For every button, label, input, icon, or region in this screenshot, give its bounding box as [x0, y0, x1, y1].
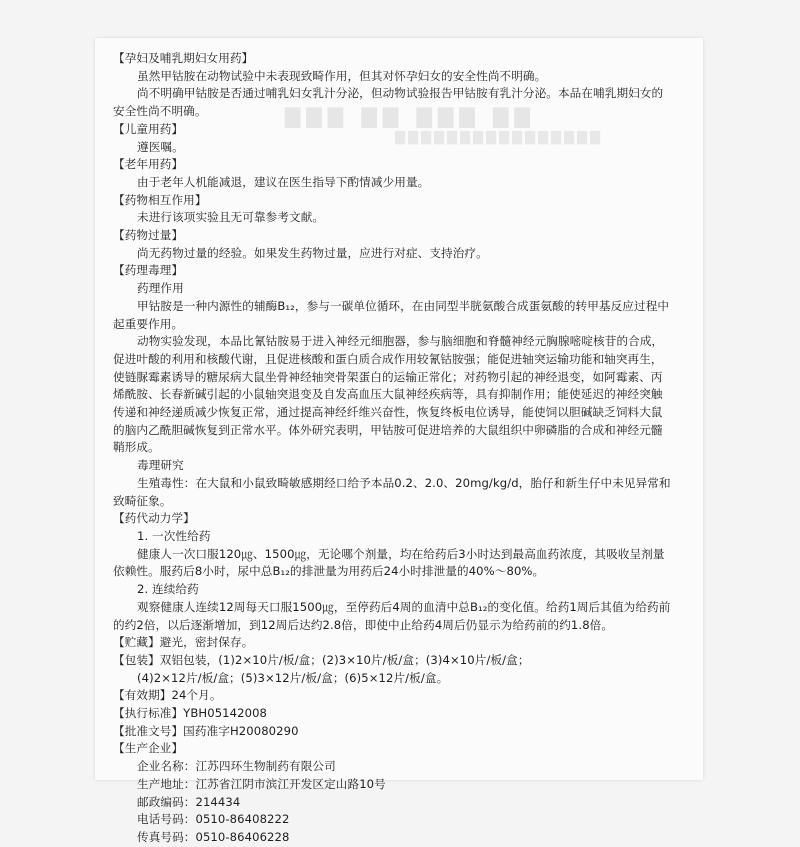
company-label: 企业名称：	[137, 759, 196, 774]
single-dose-subheading: 1. 一次性给药	[137, 528, 211, 543]
company-value: 江苏四环生物制药有限公司	[195, 759, 336, 774]
pregnancy-heading: 【孕妇及哺乳期妇女用药】	[113, 51, 254, 65]
pharmacology-subheading: 药理作用	[137, 281, 184, 296]
approval-text: 国药准字H20080290	[183, 723, 299, 738]
packaging-row	[113, 652, 673, 670]
storage-heading: 【贮藏】	[113, 635, 160, 650]
approval-heading: 【批准文号】	[113, 723, 184, 738]
phone-row	[113, 811, 673, 829]
children-text: 遵医嘱。	[137, 139, 184, 154]
phone-label: 电话号码：	[137, 812, 196, 827]
manufacturer-heading: 【生产企业】	[113, 741, 184, 756]
validity-heading: 【有效期】	[113, 688, 172, 703]
continuous-dose-subheading: 2. 连续给药	[137, 582, 199, 597]
pregnancy-text-1: 虽然甲钴胺在动物试验中未表现致畸作用，但其对怀孕妇女的安全性尚不明确。	[137, 68, 547, 83]
interactions-text: 未进行该项实验且无可靠参考文献。	[137, 210, 325, 225]
toxicology-subheading: 毒理研究	[137, 458, 184, 473]
company-row	[113, 758, 673, 776]
phone-value: 0510-86408222	[195, 812, 290, 827]
fax-row	[113, 829, 673, 847]
packaging-text-1: 双铝包装，(1)2×10片/板/盒；(2)3×10片/板/盒；(3)4×10片/板/盒；	[159, 652, 530, 667]
validity-row	[113, 687, 673, 705]
overdose-text: 尚无药物过量的经验。如果发生药物过量，应进行对症、支持治疗。	[137, 245, 488, 260]
address-value: 江苏省江阴市滨江开发区定山路10号	[195, 776, 386, 791]
postal-row	[113, 794, 673, 812]
standard-row	[113, 705, 673, 723]
fax-value: 0510-86406228	[195, 829, 290, 844]
pharmacology-heading: 【药理毒理】	[113, 263, 184, 278]
address-row	[113, 776, 673, 794]
pharmacokinetics-heading: 【药代动力学】	[113, 511, 195, 526]
standard-text: YBH05142008	[183, 706, 268, 721]
postal-label: 邮政编码：	[137, 794, 196, 809]
elderly-heading: 【老年用药】	[113, 157, 184, 172]
pharmacology-text-1: 甲钴胺是一种内源性的辅酶B₁₂，参与一碳单位循环，在由同型半胱氨酸合成蛋氨酸的转甲基反应过程中起重要作用。	[113, 298, 670, 331]
single-dose-text: 健康人一次口服120㎍、1500㎍，无论哪个剂量，均在给药后3小时达到最高血药浓度，其吸收呈剂量依赖性。服药后8小时，尿中总B₁₂的排泄量为用药后24小时排泄量的40%～80%。	[113, 546, 665, 579]
interactions-heading: 【药物相互作用】	[113, 192, 207, 207]
elderly-text: 由于老年人机能减退，建议在医生指导下酌情减少用量。	[137, 174, 430, 189]
approval-row	[113, 723, 673, 741]
standard-heading: 【执行标准】	[113, 706, 184, 721]
validity-text: 24个月。	[171, 688, 222, 703]
pharmacology-text-2: 动物实验发现，本品比氰钴胺易于进入神经元细胞器，参与脑细胞和脊髓神经元胸腺嘧啶核苷的合成，促进叶酸的利用和核酸代谢，且促进核酸和蛋白质合成作用较氰钴胺强；能促进轴突运输功能和轴突再生，使链脲霉素诱导的糖尿病大鼠坐骨神经轴突骨架蛋白的运输正常化；对药物引起的神经退变，如阿霉素、丙烯酰胺、长春新碱引起的小鼠轴突退变及自发高血压大鼠神经疾病等，具有抑制作用；能使延迟的神经突触传递和神经递质减少恢复正常，通过提高神经纤维兴奋性，恢复终板电位诱导，能使饲以胆碱缺乏饲料大鼠的脑内乙酰胆碱恢复到正常水平。体外研究表明，甲钴胺可促进培养的大鼠组织中卵磷脂的合成和神经元髓鞘形成。	[113, 334, 664, 455]
continuous-dose-text: 观察健康人连续12周每天口服1500㎍，至停药后4周的血清中总B₁₂的变化值。给药1周后其值为给药前的约2倍，以后逐渐增加，到12周后达约2.8倍，即使中止给药4周后仍显示为给药前的约1.8倍。	[113, 599, 671, 632]
packaging-text-2: (4)2×12片/板/盒；(5)3×12片/板/盒；(6)5×12片/板/盒。	[137, 670, 449, 685]
reverse-side-show-through: ▇▇▇ ▇▇ ▇▇▇ ▇▇	[285, 104, 536, 128]
storage-text: 避光，密封保存。	[159, 635, 254, 650]
leaflet-text	[113, 50, 673, 847]
fax-label: 传真号码：	[137, 829, 196, 844]
children-heading: 【儿童用药】	[113, 121, 184, 136]
storage-row	[113, 634, 673, 652]
overdose-heading: 【药物过量】	[113, 228, 184, 243]
pregnancy-text-2: 尚不明确甲钴胺是否通过哺乳妇女乳汁分泌，但动物试验报告甲钴胺有乳汁分泌。本品在哺乳期妇女的安全性尚不明确。	[113, 86, 664, 119]
toxicology-text: 生殖毒性：在大鼠和小鼠致畸敏感期经口给予本品0.2、2.0、20mg/kg/d，胎仔和新生仔中未见异常和致畸征象。	[113, 475, 671, 508]
reverse-side-show-through-2: ▇▇▇▇▇▇▇▇▇▇▇▇▇▇▇▇	[395, 130, 603, 145]
address-label: 生产地址：	[137, 776, 196, 791]
packaging-heading: 【包装】	[113, 652, 160, 667]
postal-value: 214434	[195, 794, 241, 809]
